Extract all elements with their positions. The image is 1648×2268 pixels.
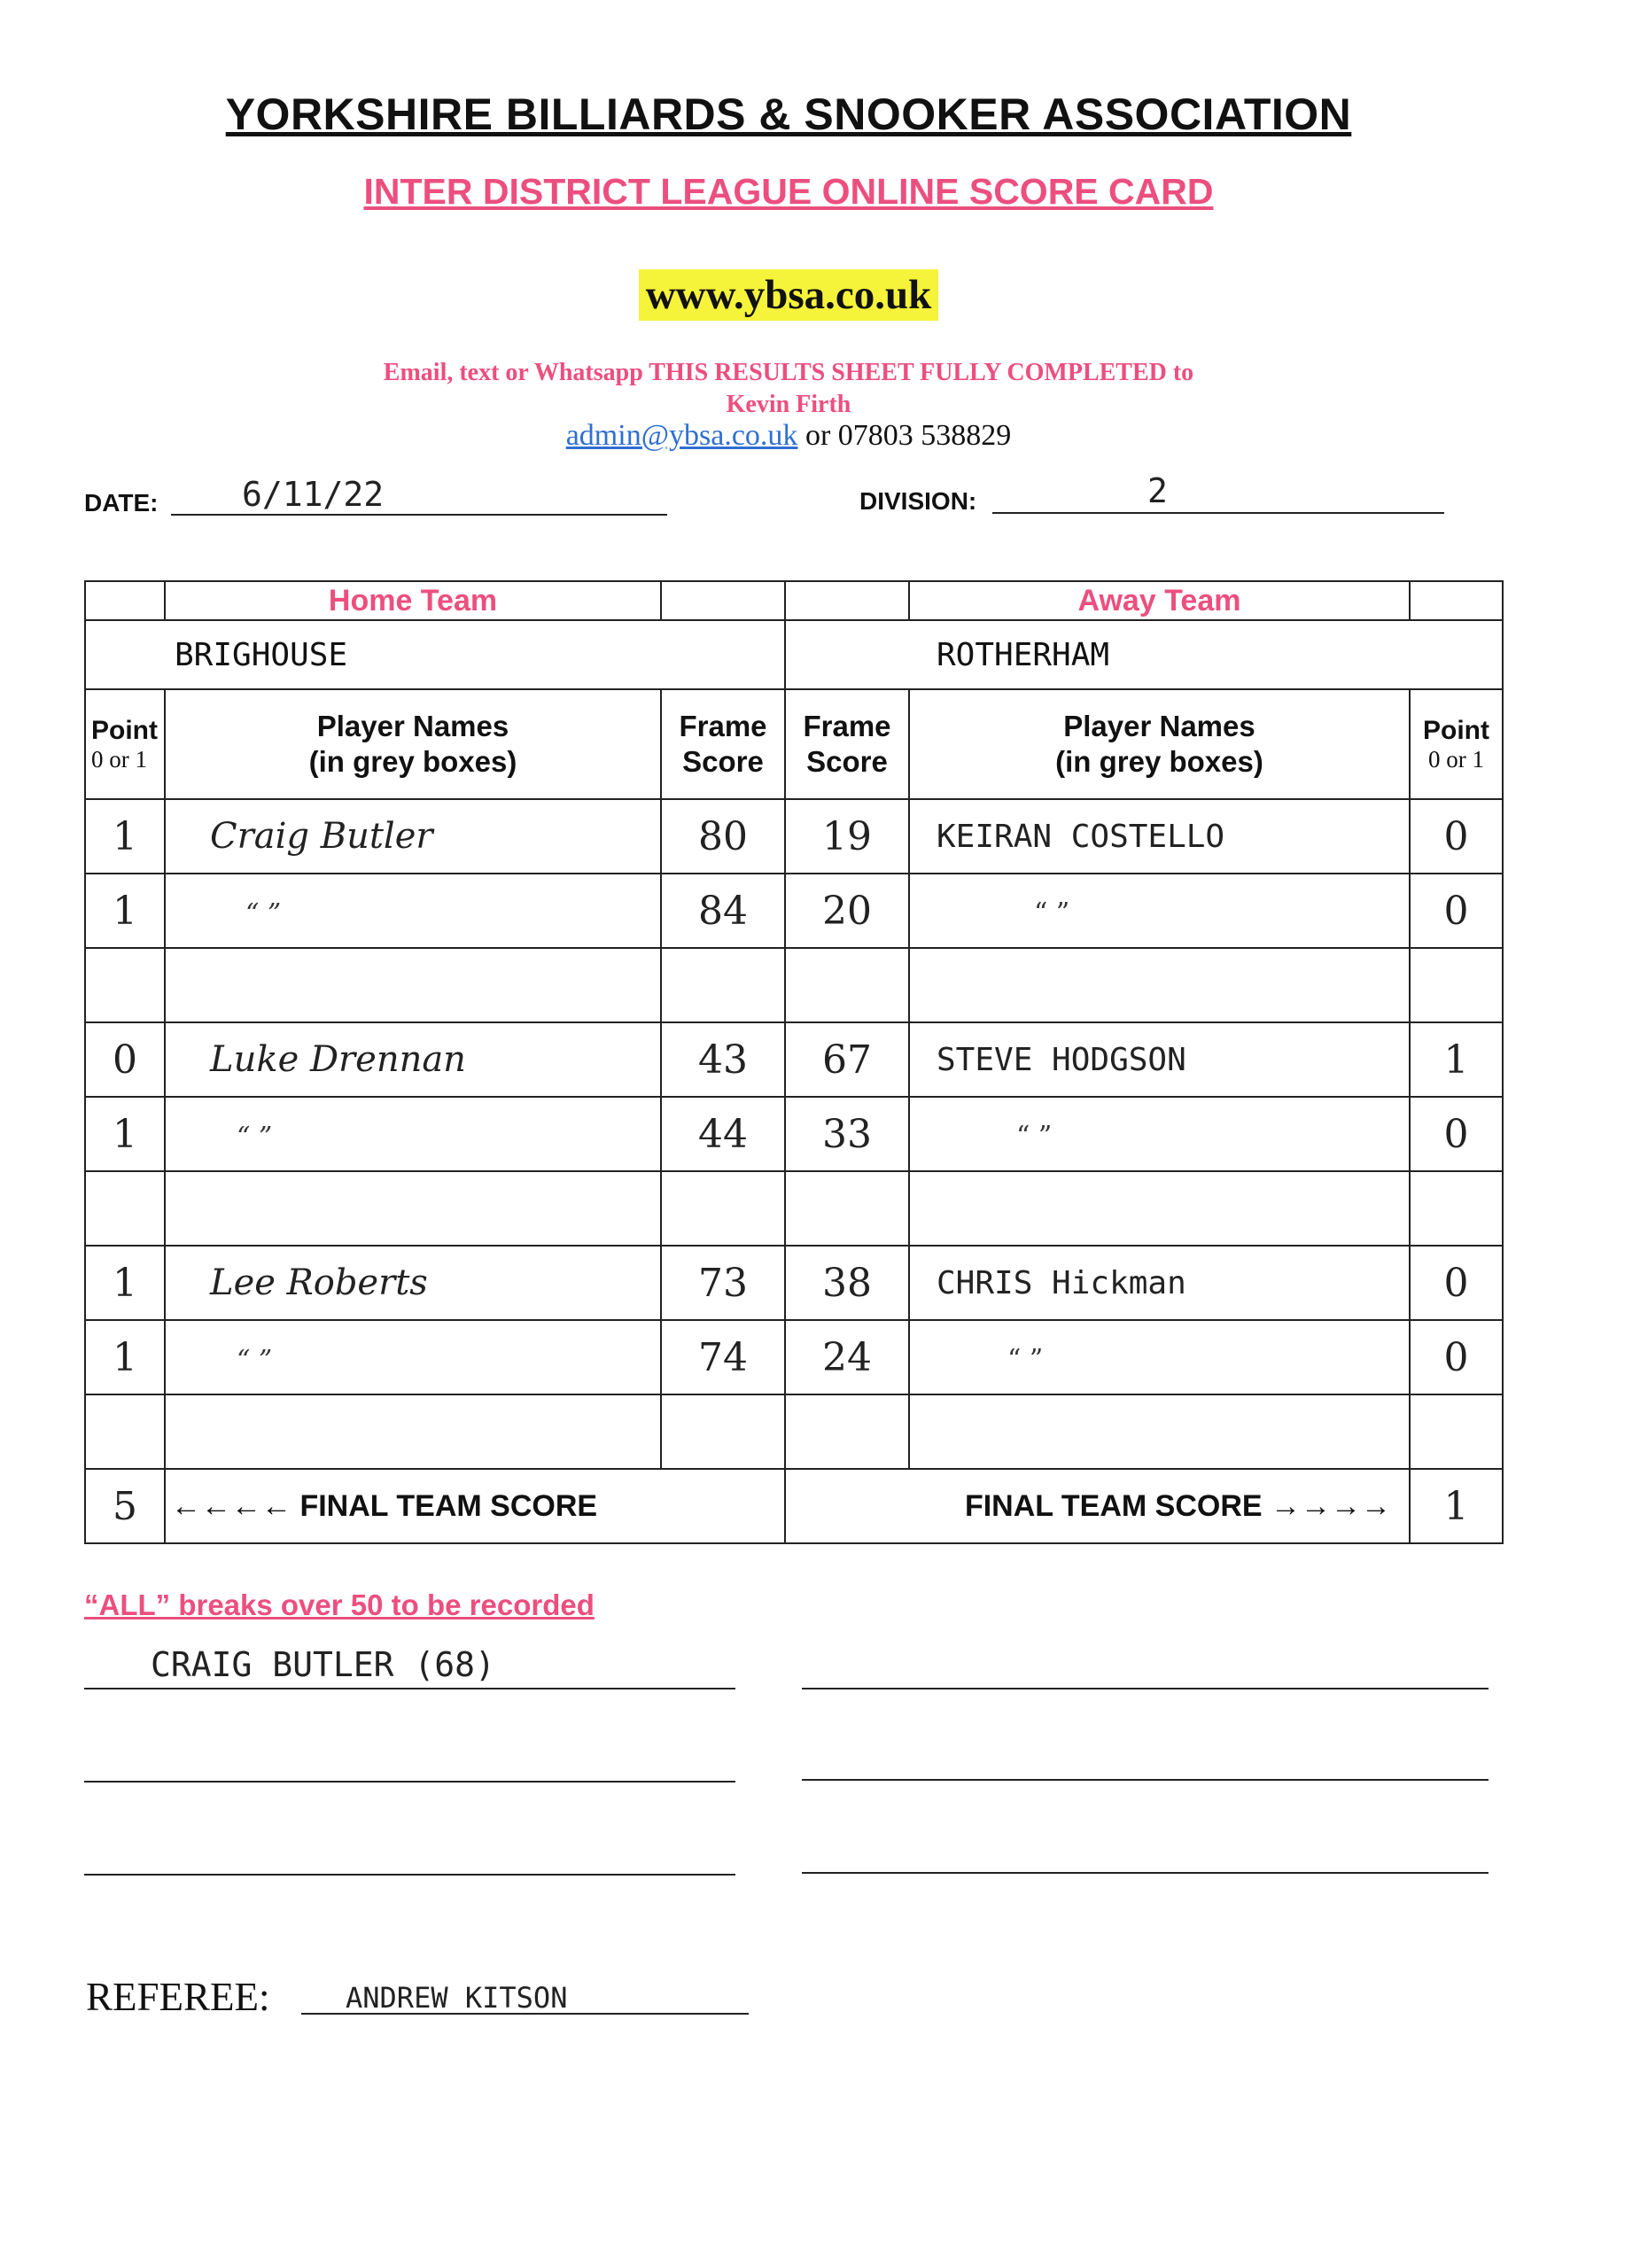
email-link[interactable]: admin@ybsa.co.uk — [565, 419, 798, 452]
away-player-cell[interactable] — [909, 1320, 1410, 1394]
break-entry-line[interactable] — [84, 1688, 735, 1689]
break-entry-line[interactable] — [802, 1688, 1489, 1689]
frame-text: Frame — [803, 710, 891, 742]
date-value: 6/11/22 — [242, 475, 385, 514]
away-player-cell[interactable] — [909, 948, 1410, 1022]
home-point-cell[interactable]: 1 — [85, 1097, 165, 1171]
website-wrapper — [0, 269, 1577, 321]
frame-score-header-away — [785, 689, 909, 799]
home-team-label: Home Team — [165, 581, 661, 620]
referee-label: REFEREE: — [86, 1975, 270, 2019]
away-player-cell[interactable] — [909, 1097, 1410, 1171]
away-score-cell[interactable]: 38 — [785, 1246, 909, 1320]
home-score-cell[interactable]: 74 — [661, 1320, 785, 1394]
score-text: Score — [806, 745, 888, 778]
home-player-cell[interactable]: Luke Drennan — [165, 1022, 661, 1097]
away-score-cell[interactable]: 24 — [785, 1320, 909, 1394]
home-final-label: ←←←← FINAL TEAM SCORE — [165, 1469, 785, 1543]
point-header-home — [85, 689, 165, 799]
away-point-cell[interactable]: 0 — [1410, 874, 1503, 948]
team-name-row — [85, 620, 1503, 689]
frame-row — [85, 1022, 1503, 1097]
away-player-cell[interactable]: KEIRAN COSTELLO — [909, 799, 1410, 874]
home-score-cell[interactable]: 44 — [661, 1097, 785, 1171]
home-point-cell[interactable]: 0 — [85, 1022, 165, 1097]
referee-name: ANDREW KITSON — [346, 1981, 568, 2015]
home-player-cell[interactable]: Lee Roberts — [165, 1246, 661, 1320]
page-title: YORKSHIRE BILLIARDS & SNOOKER ASSOCIATION — [225, 89, 1352, 139]
blank-cell — [661, 581, 785, 620]
away-score-cell[interactable]: 33 — [785, 1097, 909, 1171]
home-player-cell[interactable] — [165, 1097, 661, 1171]
breaks-title: “ALL” breaks over 50 to be recorded — [84, 1588, 595, 1621]
away-player-cell[interactable] — [909, 874, 1410, 948]
away-score-cell[interactable]: 19 — [785, 799, 909, 874]
player-names-text: Player Names — [1063, 710, 1255, 742]
player-names-header-away — [909, 689, 1410, 799]
home-player-cell[interactable] — [165, 1320, 661, 1394]
spacer-row — [85, 1394, 1503, 1469]
player-names-header-home — [165, 689, 661, 799]
home-player-cell[interactable] — [165, 1394, 661, 1469]
break-entry-text: CRAIG BUTLER (68) — [151, 1645, 495, 1684]
frame-row — [85, 799, 1503, 874]
contact-phone: or 07803 538829 — [805, 419, 1012, 452]
away-score-cell[interactable] — [785, 948, 909, 1022]
away-final-score-cell[interactable]: 1 — [1410, 1469, 1503, 1543]
frame-row — [85, 874, 1503, 948]
contact-line — [0, 419, 1577, 453]
home-score-cell[interactable]: 73 — [661, 1246, 785, 1320]
page-subtitle: INTER DISTRICT LEAGUE ONLINE SCORE CARD — [363, 171, 1214, 212]
away-score-cell[interactable]: 20 — [785, 874, 909, 948]
break-entry-line[interactable] — [84, 1874, 735, 1876]
ditto-mark: “ ” — [237, 1122, 273, 1153]
blank-cell — [785, 581, 909, 620]
home-final-score-cell[interactable]: 5 — [85, 1469, 165, 1543]
website-link[interactable]: www.ybsa.co.uk — [639, 269, 939, 321]
frame-text: Frame — [679, 710, 767, 742]
away-player-cell[interactable] — [909, 1394, 1410, 1469]
referee-field[interactable] — [301, 1981, 749, 2015]
point-header-away — [1410, 689, 1503, 799]
home-score-cell[interactable]: 43 — [661, 1022, 785, 1097]
home-player-cell[interactable]: Craig Butler — [165, 799, 661, 874]
blank-cell — [85, 581, 165, 620]
home-point-cell[interactable]: 1 — [85, 874, 165, 948]
away-player-cell[interactable]: CHRIS Hickman — [909, 1246, 1410, 1320]
date-label: DATE: — [84, 489, 159, 517]
date-field[interactable] — [171, 475, 667, 516]
home-score-cell[interactable] — [661, 948, 785, 1022]
away-point-cell[interactable]: 0 — [1410, 1320, 1503, 1394]
team-header-row — [85, 581, 1503, 620]
division-value: 2 — [1147, 471, 1168, 510]
away-point-cell[interactable] — [1410, 1171, 1503, 1246]
away-score-cell[interactable]: 67 — [785, 1022, 909, 1097]
away-team-label: Away Team — [909, 581, 1410, 620]
away-player-cell[interactable]: STEVE HODGSON — [909, 1022, 1410, 1097]
home-point-cell[interactable]: 1 — [85, 1320, 165, 1394]
away-point-cell[interactable]: 0 — [1410, 1097, 1503, 1171]
away-score-cell[interactable] — [785, 1171, 909, 1246]
ditto-mark: “ ” — [1007, 1343, 1044, 1375]
division-label: DIVISION: — [859, 487, 977, 515]
ditto-mark: “ ” — [245, 898, 282, 929]
point-header-text: Point — [91, 715, 158, 745]
score-table — [84, 580, 1504, 1544]
home-player-cell[interactable] — [165, 874, 661, 948]
frame-row — [85, 1097, 1503, 1171]
player-names-text: Player Names — [316, 710, 509, 742]
point-header-sub: 0 or 1 — [91, 745, 147, 773]
away-team-name[interactable]: ROTHERHAM — [785, 620, 1503, 689]
away-final-label: FINAL TEAM SCORE →→→→ — [785, 1469, 1410, 1543]
spacer-row — [85, 948, 1503, 1022]
blank-cell — [1410, 581, 1503, 620]
away-point-cell[interactable]: 1 — [1410, 1022, 1503, 1097]
home-point-cell[interactable] — [85, 948, 165, 1022]
contact-name: Kevin Firth — [726, 391, 851, 418]
home-player-cell[interactable] — [165, 1171, 661, 1246]
final-score-row — [85, 1469, 1503, 1543]
away-point-cell[interactable] — [1410, 1394, 1503, 1469]
point-header-text: Point — [1423, 715, 1489, 745]
home-score-cell[interactable] — [661, 1394, 785, 1469]
away-point-cell[interactable] — [1410, 948, 1503, 1022]
home-score-cell[interactable]: 84 — [661, 874, 785, 948]
home-score-cell[interactable] — [661, 1171, 785, 1246]
away-score-cell[interactable] — [785, 1394, 909, 1469]
home-team-name[interactable]: BRIGHOUSE — [85, 620, 785, 689]
home-score-cell[interactable]: 80 — [661, 799, 785, 874]
division-field[interactable] — [992, 471, 1444, 514]
spacer-row — [85, 1171, 1503, 1246]
instruction-text: Email, text or Whatsapp THIS RESULTS SHEET FULLY COMPLETED to — [383, 359, 1194, 386]
frame-row — [85, 1246, 1503, 1320]
away-point-cell[interactable]: 0 — [1410, 1246, 1503, 1320]
player-names-sub: (in grey boxes) — [308, 745, 517, 778]
away-point-cell[interactable]: 0 — [1410, 799, 1503, 874]
home-point-cell[interactable] — [85, 1171, 165, 1246]
score-text: Score — [682, 745, 764, 778]
column-header-row — [85, 689, 1503, 799]
home-point-cell[interactable]: 1 — [85, 799, 165, 874]
player-names-sub: (in grey boxes) — [1055, 745, 1263, 778]
away-player-cell[interactable] — [909, 1171, 1410, 1246]
point-header-sub: 0 or 1 — [1428, 745, 1484, 773]
frame-score-header-home — [661, 689, 785, 799]
break-entry-line[interactable] — [84, 1781, 735, 1783]
home-player-cell[interactable] — [165, 948, 661, 1022]
ditto-mark: “ ” — [1016, 1120, 1053, 1152]
home-point-cell[interactable]: 1 — [85, 1246, 165, 1320]
ditto-mark: “ ” — [1034, 897, 1070, 928]
break-entry-line[interactable] — [802, 1872, 1489, 1874]
frame-row — [85, 1320, 1503, 1394]
ditto-mark: “ ” — [237, 1345, 273, 1376]
break-entry-line[interactable] — [802, 1779, 1489, 1781]
home-point-cell[interactable] — [85, 1394, 165, 1469]
